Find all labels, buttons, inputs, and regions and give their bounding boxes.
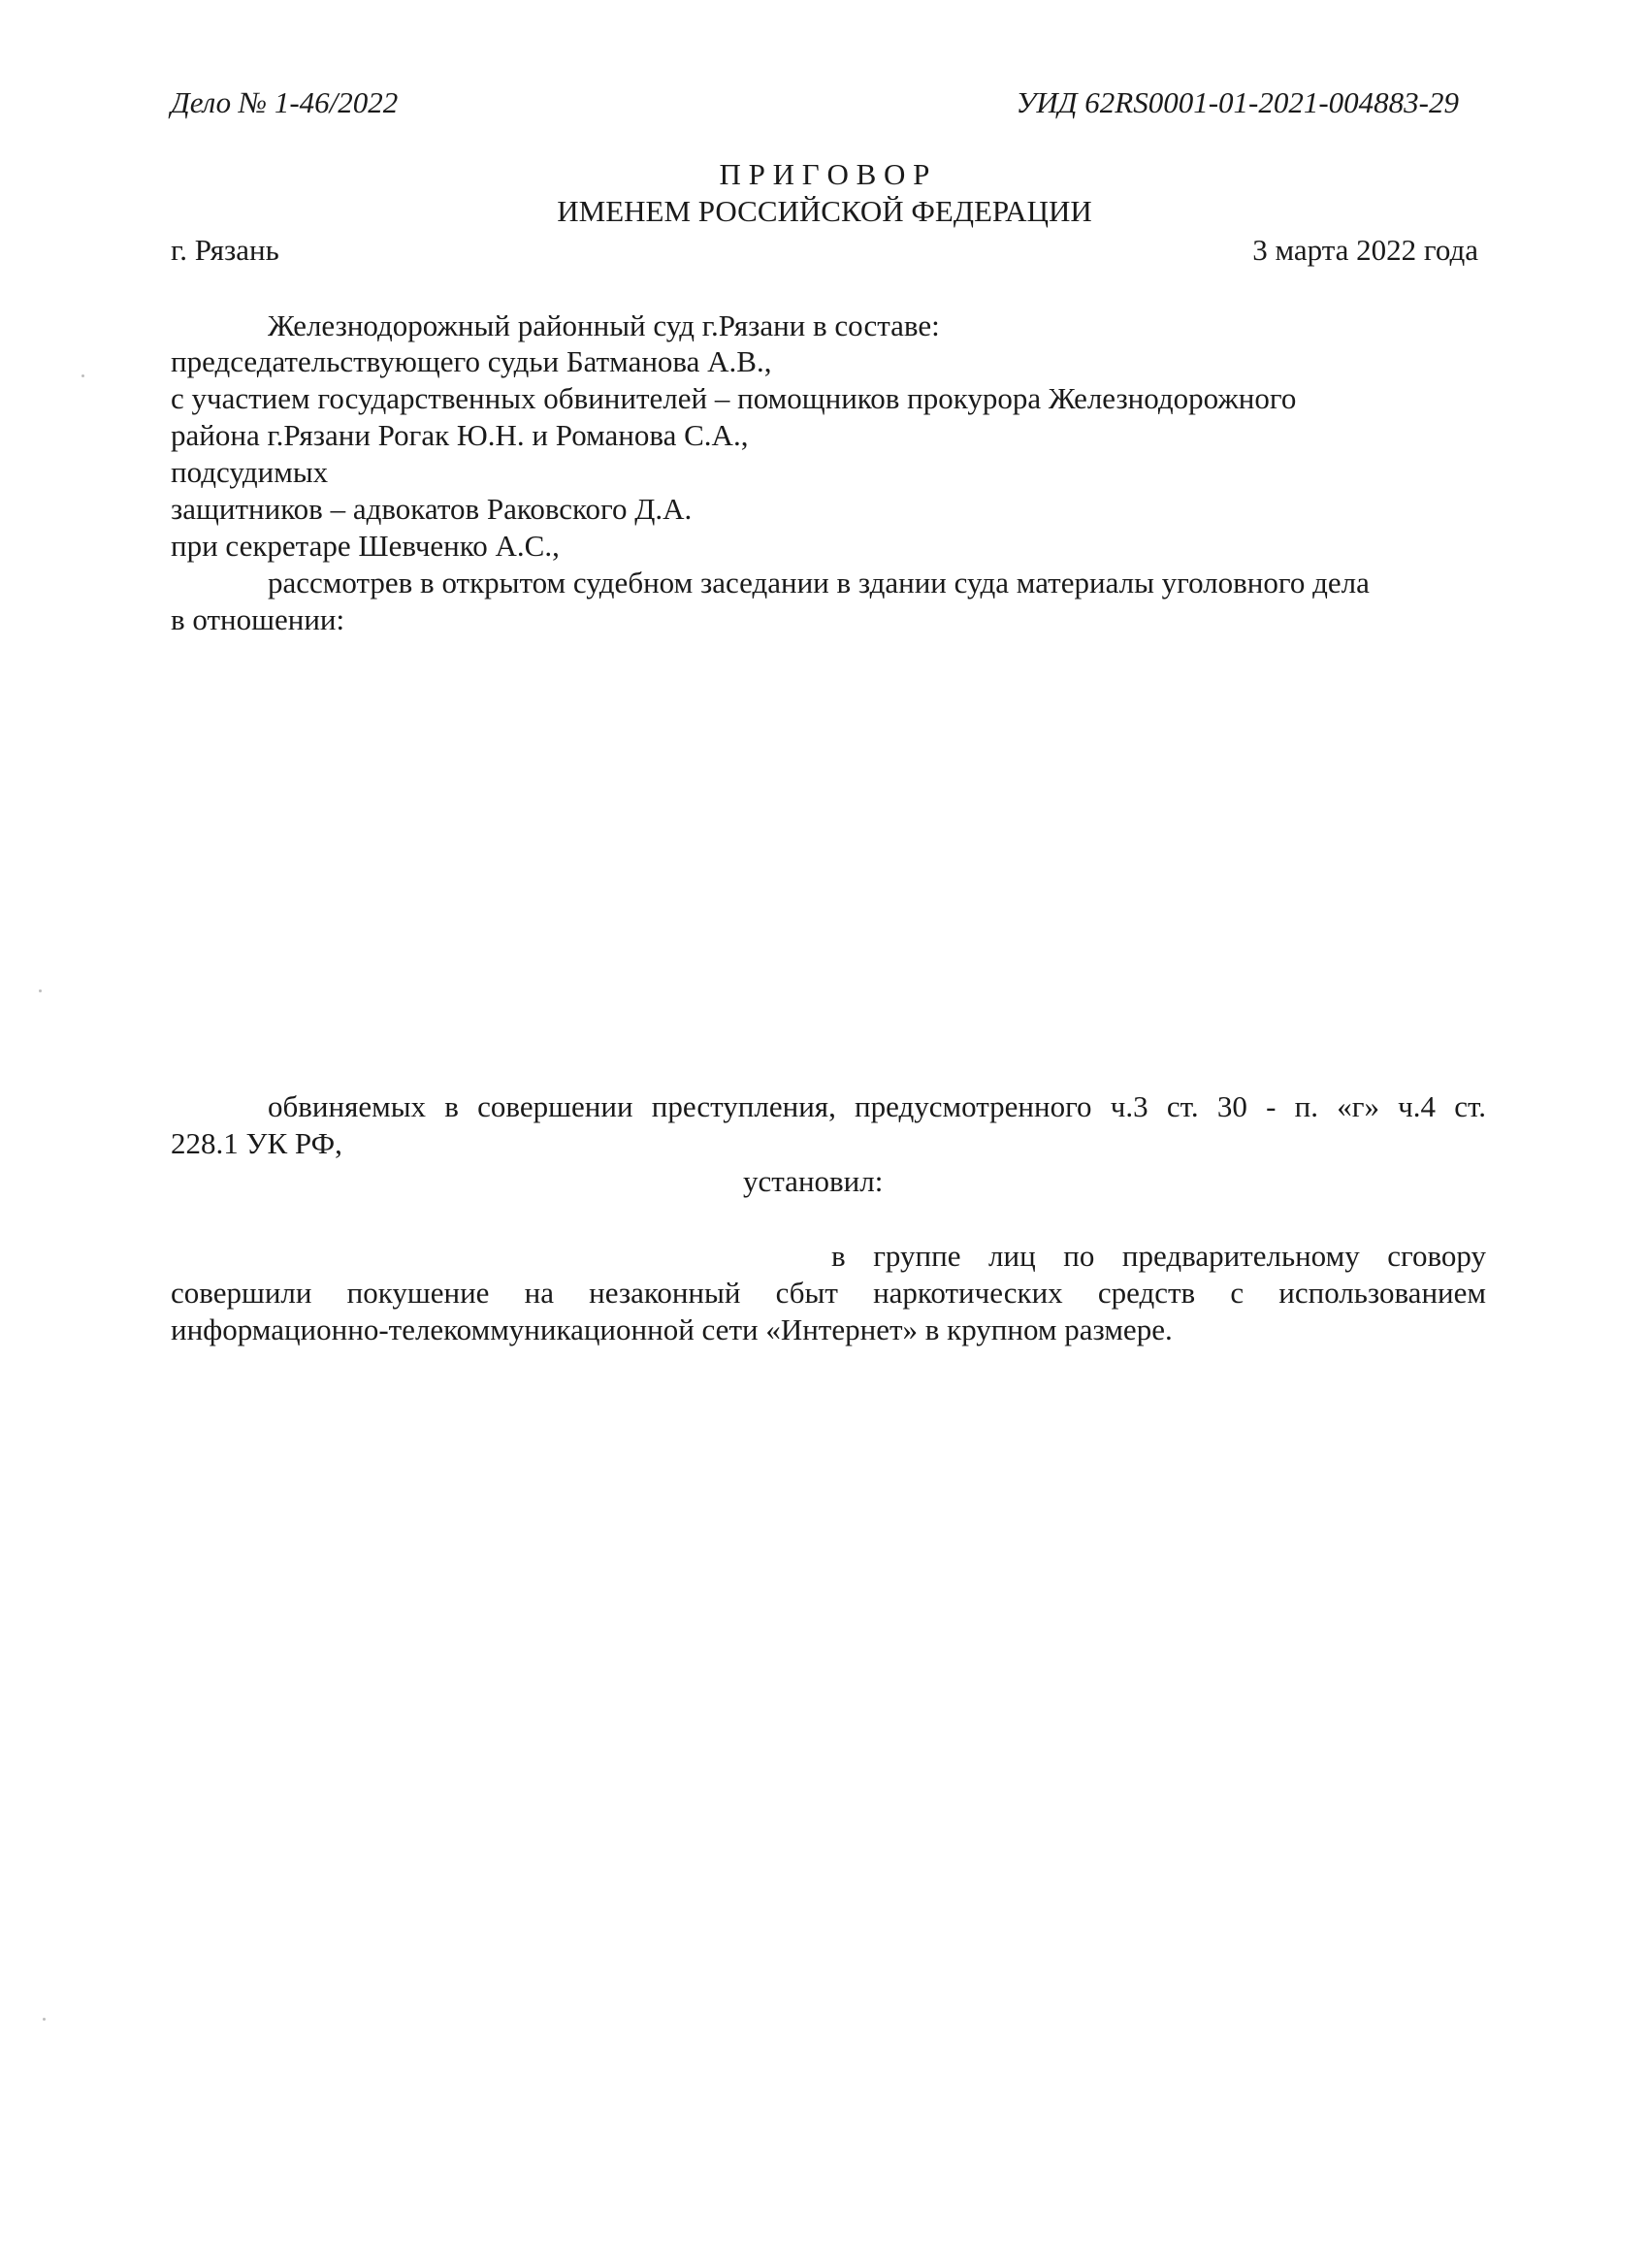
considering-line-2: в отношении: [171, 602, 345, 636]
court-secretary: при секретаре Шевченко А.С., [171, 529, 560, 563]
established-line-1: в группе лиц по предварительному сговору [831, 1239, 1486, 1273]
verdict-title: П Р И Г О В О Р [719, 157, 930, 191]
established-line-3: информационно-телекоммуникационной сети «Интернет» в крупном размере. [171, 1312, 1173, 1346]
case-number: Дело № 1-46/2022 [171, 85, 399, 119]
verdict-date: 3 марта 2022 года [1252, 233, 1478, 267]
verdict-subtitle: ИМЕНЕМ РОССИЙСКОЙ ФЕДЕРАЦИИ [557, 194, 1092, 228]
considering-line-1: рассмотрев в открытом судебном заседании в здании суда материалы уголовного дела [268, 566, 1370, 599]
presiding-judge: председательствующего судьи Батманова А.В., [171, 344, 772, 378]
court-composition: Железнодорожный районный суд г.Рязани в составе: [268, 308, 940, 342]
defendants-label: подсудимых [171, 455, 329, 489]
charge-line-2: 228.1 УК РФ, [171, 1126, 342, 1160]
prosecutors-line-2: района г.Рязани Рогак Ю.Н. и Романова С.А., [171, 418, 749, 452]
place-city: г. Рязань [171, 233, 279, 267]
prosecutors-line-1: с участием государственных обвинителей – помощников прокурора Железнодорожного [171, 381, 1297, 415]
established-line-2: совершили покушение на незаконный сбыт наркотических средств с использованием [171, 1276, 1486, 1310]
scan-speck [43, 2018, 46, 2021]
defenders: защитников – адвокатов Раковского Д.А. [171, 492, 693, 526]
established-heading: установил: [743, 1164, 884, 1198]
case-uid: УИД 62RS0001-01-2021-004883-29 [1016, 85, 1459, 119]
charge-line-1: обвиняемых в совершении преступления, предусмотренного ч.3 ст. 30 - п. «г» ч.4 ст. [268, 1089, 1486, 1123]
scan-speck [39, 989, 42, 992]
scan-speck [81, 374, 84, 377]
